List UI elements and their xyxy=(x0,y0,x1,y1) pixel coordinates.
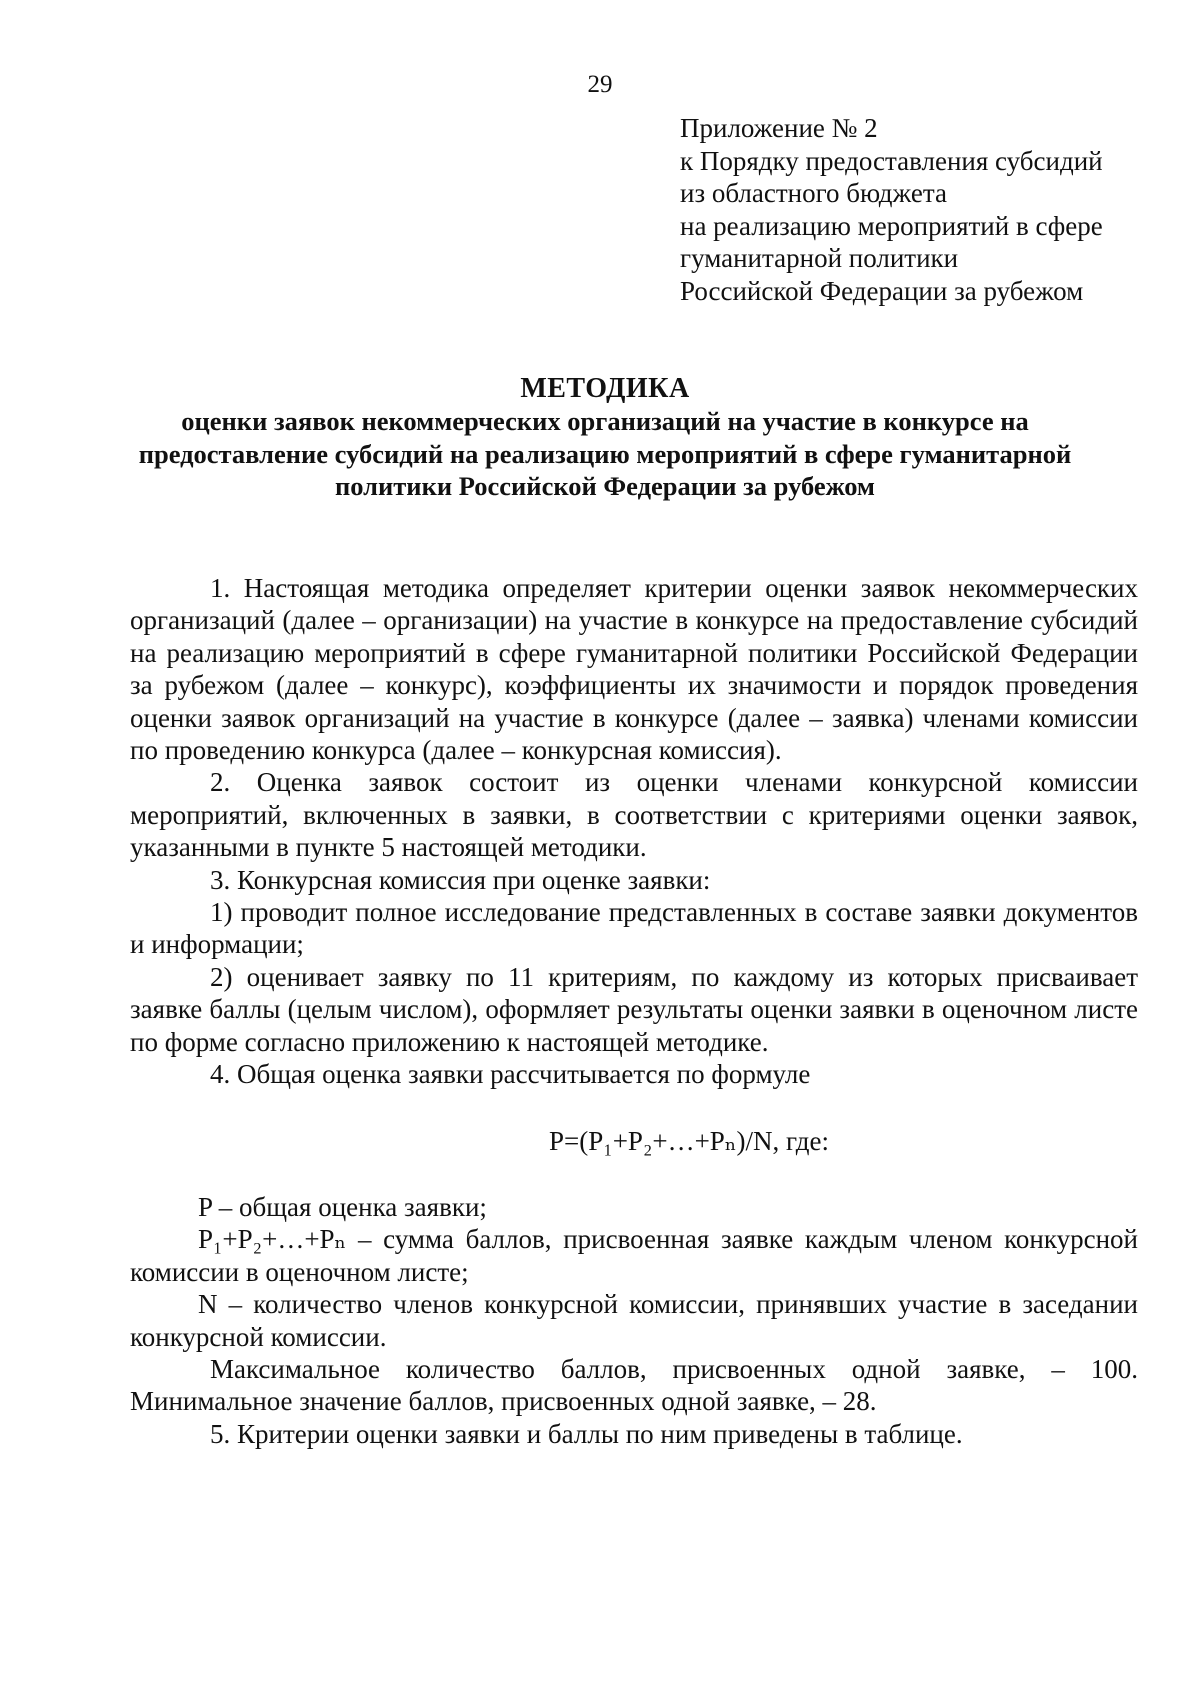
page-number: 29 xyxy=(587,71,613,98)
appendix-line: на реализацию мероприятий в сфере xyxy=(680,210,1103,241)
document-subtitle: оценки заявок некоммерческих организаций на участие в конкурсе на предоставление субсидий на реализацию мероприятий в сфере гуманитарной политики Российской Федерации за рубежом xyxy=(138,406,1072,501)
paragraph-4: 4. Общая оценка заявки рассчитывается по формуле xyxy=(210,1059,811,1090)
definition-sum: P₁+P₂+…+Pₙ – сумма баллов, присвоенная заявке каждым членом конкурсной комиссии в оценочном листе; xyxy=(130,1224,1138,1287)
appendix-line: гуманитарной политики xyxy=(680,243,959,273)
document-body xyxy=(130,572,1138,1450)
document-title-block xyxy=(130,372,1080,503)
formula: P=(P₁+P₂+…+Pₙ)/N, где: xyxy=(549,1125,829,1156)
appendix-header xyxy=(680,112,1160,307)
definition-n: N – количество членов конкурсной комиссии, принявших участие в заседании конкурсной комиссии. xyxy=(130,1289,1138,1352)
paragraph-3: 3. Конкурсная комиссия при оценке заявки: xyxy=(210,864,711,895)
appendix-line: Приложение № 2 xyxy=(680,113,878,143)
definition-p: P – общая оценка заявки; xyxy=(198,1191,487,1222)
paragraph-3-item-2: 2) оценивает заявку по 11 критериям, по каждому из которых присваивает заявке баллы (целым числом), оформляет результаты оценки заявки в оценочном листе по форме согласно приложению к настоящей методике. xyxy=(130,961,1138,1057)
paragraph-2: 2. Оценка заявок состоит из оценки членами конкурсной комиссии мероприятий, включенных в заявки, в соответствии с критериями оценки заявок, указанными в пункте 5 настоящей методики. xyxy=(130,767,1138,863)
appendix-line: к Порядку предоставления субсидий xyxy=(680,145,1103,176)
appendix-line: Российской Федерации за рубежом xyxy=(680,275,1084,306)
appendix-line: из областного бюджета xyxy=(680,178,947,208)
document-title: МЕТОДИКА xyxy=(520,373,690,404)
paragraph-1: 1. Настоящая методика определяет критерии оценки заявок некоммерческих организаций (далее – организации) на участие в конкурсе на предоставление субсидий на реализацию мероприятий в сфере гуманитарной политики Российской Федерации за рубежом (далее – конкурс), коэффициенты их значимости и порядок проведения оценки заявок организаций на участие в конкурсе (далее – заявка) членами комиссии по проведению конкурса (далее – конкурсная комиссия). xyxy=(130,573,1138,766)
paragraph-3-item-1: 1) проводит полное исследование представленных в составе заявки документов и информации; xyxy=(130,897,1138,960)
paragraph-5: 5. Критерии оценки заявки и баллы по ним приведены в таблице. xyxy=(210,1418,963,1449)
paragraph-max-score: Максимальное количество баллов, присвоенных одной заявке, – 100. Минимальное значение баллов, присвоенных одной заявке, – 28. xyxy=(130,1353,1138,1417)
